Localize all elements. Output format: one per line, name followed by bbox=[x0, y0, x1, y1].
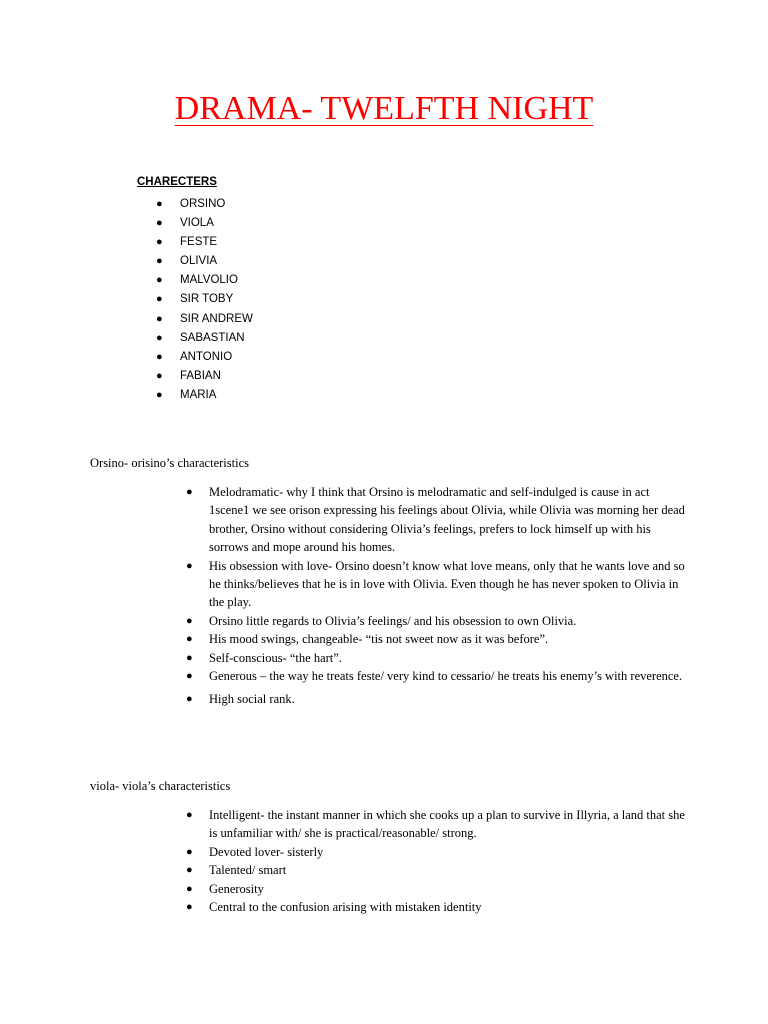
bullet-icon: ● bbox=[156, 388, 163, 401]
character-item bbox=[156, 195, 253, 214]
characteristic-text: High social rank. bbox=[209, 692, 295, 707]
characteristic-text: Intelligent- the instant manner in which she cooks up a plan to survive in Illyria, a land that she is unfamiliar with/ she is practical/reasonable/ strong. bbox=[209, 808, 685, 841]
characteristic-text: Generosity bbox=[209, 881, 264, 896]
orsino-heading: Orsino- orisino’s characteristics bbox=[90, 456, 249, 470]
bullet-icon: ● bbox=[156, 350, 163, 363]
characteristic-text: Self-conscious- “the hart”. bbox=[209, 650, 342, 665]
character-item bbox=[156, 233, 253, 252]
character-name: ANTONIO bbox=[180, 350, 233, 363]
character-item bbox=[156, 271, 253, 290]
characteristic-text: Central to the confusion arising with mistaken identity bbox=[209, 900, 482, 915]
bullet-icon: ● bbox=[156, 312, 163, 325]
characteristic-text: His mood swings, changeable- “tis not sweet now as it was before”. bbox=[209, 632, 549, 647]
characteristic-text: Devoted lover- sisterly bbox=[209, 844, 324, 859]
characteristic-item bbox=[186, 843, 686, 861]
characteristic-text: His obsession with love- Orsino doesn’t know what love means, only that he wants love and so he thinks/believes that he is in love with Olivia. Even though he has never spoken to Olivia in the play. bbox=[209, 558, 685, 610]
character-name: VIOLA bbox=[180, 217, 214, 230]
bullet-icon: ● bbox=[186, 670, 193, 683]
characteristic-item bbox=[186, 861, 686, 879]
bullet-icon: ● bbox=[186, 693, 193, 706]
page-title bbox=[0, 90, 768, 128]
bullet-icon: ● bbox=[156, 331, 163, 344]
bullet-icon: ● bbox=[156, 255, 163, 268]
character-item bbox=[156, 386, 253, 405]
characters-list bbox=[156, 195, 253, 405]
character-item bbox=[156, 367, 253, 386]
character-name: MALVOLIO bbox=[180, 274, 238, 287]
orsino-characteristics-list bbox=[186, 483, 686, 709]
bullet-icon: ● bbox=[186, 845, 193, 858]
bullet-icon: ● bbox=[156, 217, 163, 230]
characteristic-item bbox=[186, 806, 686, 843]
character-name: SABASTIAN bbox=[180, 331, 245, 344]
character-name: OLIVIA bbox=[180, 255, 218, 268]
bullet-icon: ● bbox=[156, 369, 163, 382]
bullet-icon: ● bbox=[186, 901, 193, 914]
bullet-icon: ● bbox=[186, 882, 193, 895]
title-text: DRAMA- TWELFTH NIGHT bbox=[174, 90, 594, 127]
character-name: FABIAN bbox=[180, 369, 221, 382]
viola-heading: viola- viola’s characteristics bbox=[90, 779, 231, 793]
characteristic-text: Talented/ smart bbox=[209, 863, 287, 878]
character-item bbox=[156, 329, 253, 348]
character-item bbox=[156, 290, 253, 309]
characteristic-item bbox=[186, 649, 686, 667]
characteristic-text: Melodramatic- why I think that Orsino is melodramatic and self-indulged is cause in act 1scene1 we see orison expressing his feelings about Olivia, while Olivia was morning her dead brother, Orsino without considering Olivia’s feelings, prefers to lock himself up with his sorrows and mope around his homes. bbox=[209, 485, 685, 555]
characters-heading: CHARECTERS bbox=[137, 176, 217, 188]
bullet-icon: ● bbox=[186, 486, 193, 498]
bullet-icon: ● bbox=[156, 274, 163, 287]
bullet-icon: ● bbox=[156, 198, 163, 210]
characteristic-item bbox=[186, 880, 686, 898]
character-name: SIR TOBY bbox=[180, 293, 234, 306]
characteristic-item bbox=[186, 557, 686, 612]
characteristic-item bbox=[186, 612, 686, 630]
bullet-icon: ● bbox=[186, 559, 193, 572]
characteristic-item bbox=[186, 630, 686, 648]
bullet-icon: ● bbox=[186, 864, 193, 877]
characteristic-item bbox=[186, 690, 686, 708]
character-name: FESTE bbox=[180, 236, 218, 249]
character-name: ORSINO bbox=[180, 198, 226, 210]
character-item bbox=[156, 214, 253, 233]
character-item bbox=[156, 348, 253, 367]
viola-characteristics-list bbox=[186, 806, 686, 916]
characteristic-item bbox=[186, 483, 686, 557]
bullet-icon: ● bbox=[186, 633, 193, 646]
characteristic-text: Generous – the way he treats feste/ very kind to cessario/ he treats his enemy’s with reverence. bbox=[209, 669, 683, 684]
characteristic-item bbox=[186, 667, 686, 685]
bullet-icon: ● bbox=[156, 293, 163, 306]
character-name: SIR ANDREW bbox=[180, 312, 253, 325]
bullet-icon: ● bbox=[186, 614, 193, 627]
characteristic-item bbox=[186, 898, 686, 916]
bullet-icon: ● bbox=[156, 236, 163, 249]
character-name: MARIA bbox=[180, 388, 217, 401]
bullet-icon: ● bbox=[186, 809, 193, 821]
character-item bbox=[156, 252, 253, 271]
bullet-icon: ● bbox=[186, 651, 193, 664]
character-item bbox=[156, 310, 253, 329]
characteristic-text: Orsino little regards to Olivia’s feelings/ and his obsession to own Olivia. bbox=[209, 613, 577, 628]
